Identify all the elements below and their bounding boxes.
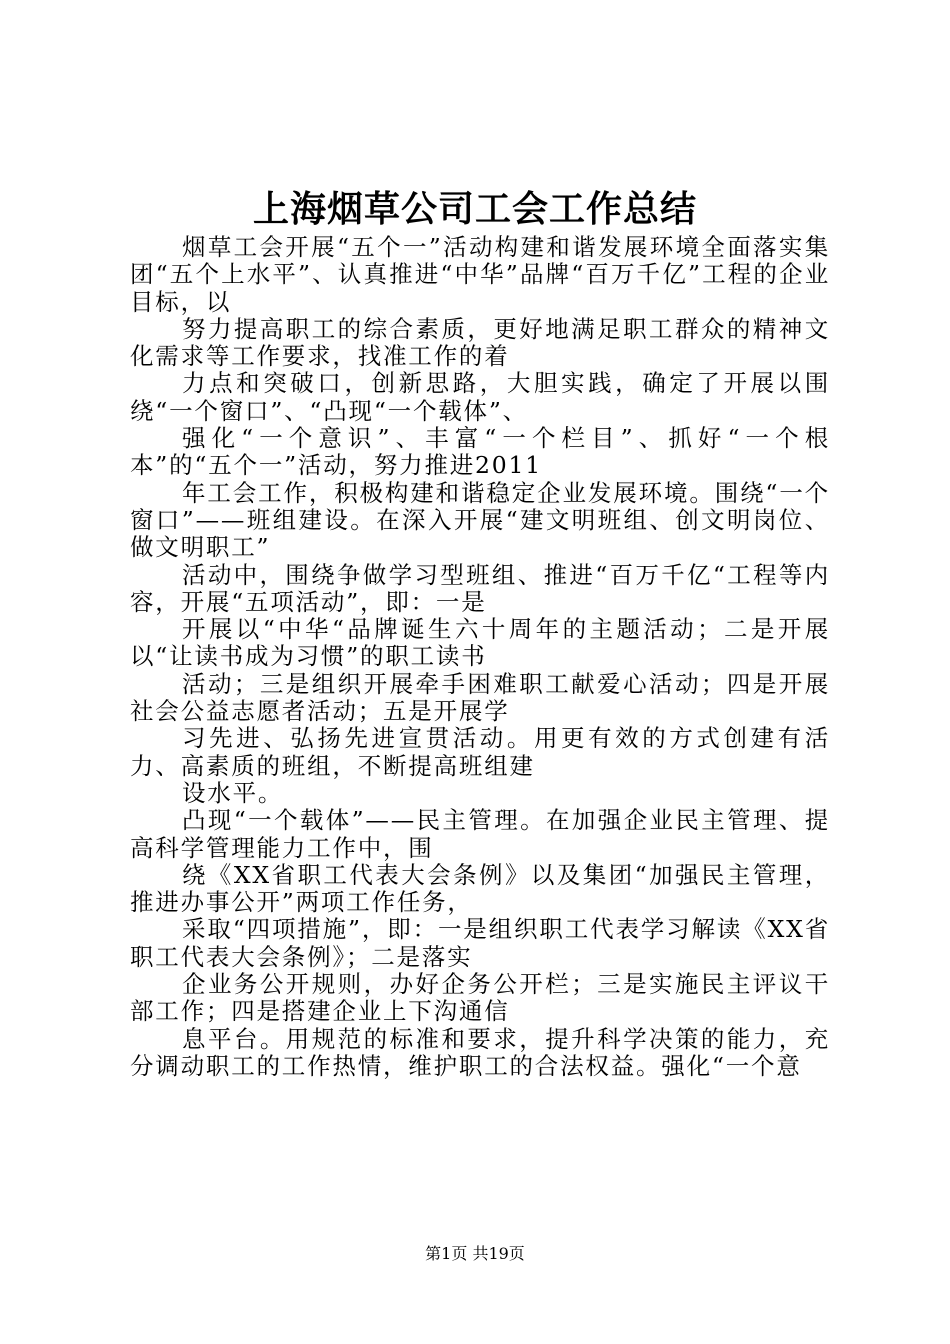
paragraph: 活动中，围绕争做学习型班组、推进“百万千亿“工程等内容，开展“五项活动”，即：一是 (130, 560, 830, 616)
paragraph: 努力提高职工的综合素质，更好地满足职工群众的精神文化需求等工作要求，找准工作的着 (130, 314, 830, 371)
paragraph: 凸现“一个载体”——民主管理。在加强企业民主管理、提高科学管理能力工作中，围 (130, 806, 830, 862)
paragraph: 息平台。用规范的标准和要求，提升科学决策的能力，充分调动职工的工作热情，维护职工的合法权益。强化“一个意 (130, 1024, 830, 1080)
paragraph: 年工会工作，积极构建和谐稳定企业发展环境。围绕“一个窗口”——班组建设。在深入开展“建文明班组、创文明岗位、做文明职工” (130, 478, 830, 562)
paragraph: 开展以“中华“品牌诞生六十周年的主题活动；二是开展以“让读书成为习惯”的职工读书 (130, 615, 830, 671)
paragraph: 绕《XX省职工代表大会条例》以及集团“加强民主管理，推进办事公开”两项工作任务， (130, 860, 830, 917)
page-footer: 第1页 共19页 (425, 1244, 525, 1263)
paragraph: 强化“一个意识”、丰富“一个栏目”、抓好“一个根本”的“五个一”活动，努力推进2011 (130, 424, 830, 480)
paragraph: 力点和突破口，创新思路，大胆实践，确定了开展以围绕“一个窗口”、“凸现“一个载体”、 (130, 369, 830, 425)
paragraph: 习先进、弘扬先进宣贯活动。用更有效的方式创建有活力、高素质的班组，不断提高班组建 (130, 724, 830, 780)
paragraph: 烟草工会开展“五个一”活动构建和谐发展环境全面落实集团“五个上水平”、认真推进“中华”品牌“百万千亿”工程的企业目标，以 (130, 233, 830, 316)
paragraph: 活动；三是组织开展牵手困难职工献爱心活动；四是开展社会公益志愿者活动；五是开展学 (130, 669, 830, 726)
document-body (130, 234, 830, 1080)
paragraph: 企业务公开规则，办好企务公开栏；三是实施民主评议干部工作；四是搭建企业上下沟通信 (130, 970, 830, 1026)
paragraph: 设水平。 (182, 778, 284, 807)
document-title: 上海烟草公司工会工作总结 (252, 188, 697, 230)
paragraph: 采取“四项措施”，即：一是组织职工代表学习解读《XX省职工代表大会条例》；二是落实 (130, 915, 830, 971)
